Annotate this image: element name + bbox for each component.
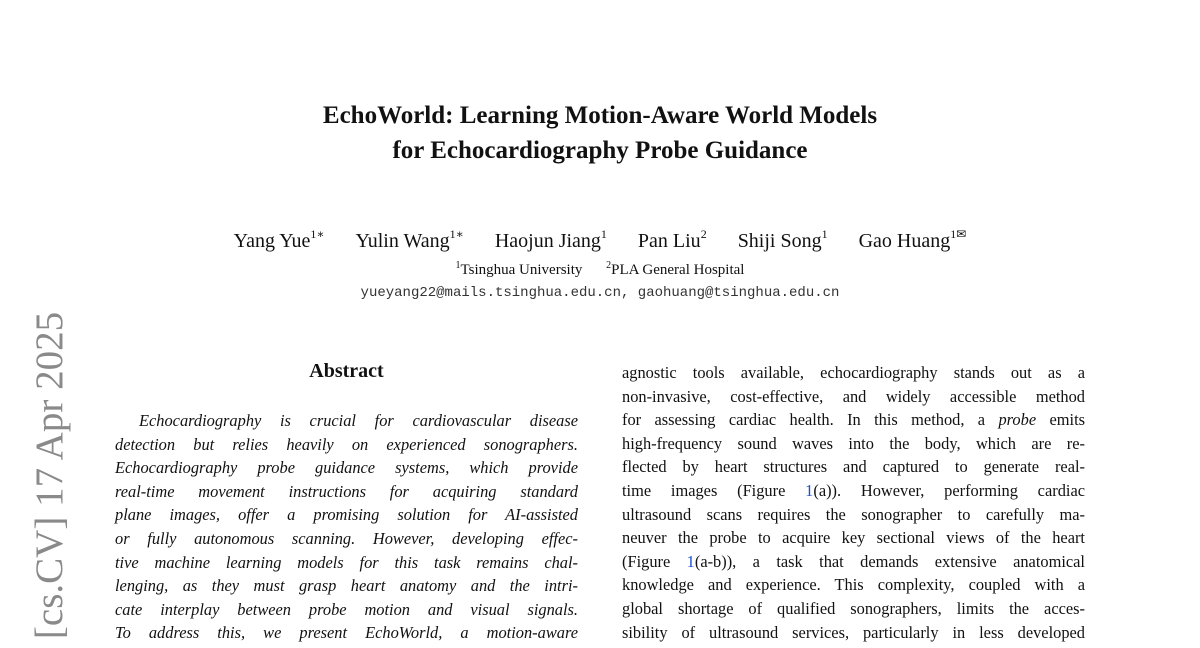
intro-line [622,479,1085,503]
affiliation-name: PLA General Hospital [611,262,745,278]
affiliation [606,261,744,279]
intro-text: (a)). However, performing cardiac [813,480,1085,500]
author-name: Shiji Song [737,230,822,252]
abstract-line: To address this, we present EchoWorld, a motion-aware [115,623,578,643]
abstract-body [115,409,578,645]
abstract-line: plane images, offer a promising solution for AI-assisted [115,505,578,525]
abstract-line: or fully autonomous scanning. However, developing effec- [115,528,578,548]
intro-line: sibility of ultrasound services, particularly in less developed [622,622,1085,642]
intro-line: global shortage of qualified sonographers, limits the acces- [622,598,1085,618]
author [859,228,967,254]
intro-line: ultrasound scans requires the sonographer to carefully ma- [622,504,1085,524]
intro-line: neuver the probe to acquire key sectional views of the heart [622,528,1085,548]
author [738,228,828,254]
figure-reference-link[interactable]: 1 [805,480,814,500]
title-line-2: for Echocardiography Probe Guidance [392,137,808,164]
intro-text: for assessing cardiac health. In this method, a [622,410,999,430]
abstract-line: Echocardiography probe guidance systems, which provide [115,458,578,478]
arxiv-stamp-text: [cs.CV] 17 Apr 2025 [28,311,72,639]
intro-line: knowledge and experience. This complexity, coupled with a [622,575,1085,595]
affiliation-marker: 2 [606,260,612,271]
author-name: Gao Huang [858,230,951,252]
intro-line: non-invasive, cost-effective, and widely accessible method [622,386,1085,406]
author-list [0,228,1200,254]
affiliation-list [0,261,1200,279]
author-name: Pan Liu [637,230,701,252]
abstract-line: Echocardiography is crucial for cardiovascular disease [139,411,578,430]
author-name: Yang Yue [233,230,311,252]
intro-text: (a-b)), a task that demands extensive anatomical [694,551,1085,571]
paper-title [0,98,1200,168]
abstract-line: real-time movement instructions for acquiring standard [115,481,578,501]
abstract-heading: Abstract [309,360,384,382]
intro-line: agnostic tools available, echocardiography stands out as a [622,363,1085,382]
abstract-line: tive machine learning models for this task remains chal- [115,552,578,572]
author-affil-marker: 1 [600,227,607,241]
intro-body [622,361,1085,644]
author-affil-marker: 1∗ [449,227,464,241]
author [638,228,707,254]
affiliation-name: Tsinghua University [460,262,583,278]
author [356,228,464,254]
affiliation-marker: 1 [455,260,461,271]
intro-line: flected by heart structures and captured to generate real- [622,457,1085,477]
abstract-line: detection but relies heavily on experienced sonographers. [115,434,578,454]
author-affil-marker: 1✉ [950,227,967,241]
title-line-1: EchoWorld: Learning Motion-Aware World Models [322,102,878,129]
author-affil-marker: 1∗ [310,227,325,241]
intro-text: time images (Figure [622,480,806,500]
emphasis-term: probe [998,410,1037,430]
author-emails: yueyang22@mails.tsinghua.edu.cn, gaohuang@tsinghua.edu.cn [360,285,840,301]
intro-line [622,408,1085,432]
affiliation [456,261,583,279]
arxiv-stamp [28,302,72,648]
author [495,228,607,254]
author-affil-marker: 2 [700,227,707,241]
intro-line [622,550,1085,574]
abstract-line: lenging, as they must grasp heart anatomy and the intri- [115,576,578,596]
intro-text: emits [1036,410,1085,430]
author-name: Yulin Wang [355,230,450,252]
author-name: Haojun Jiang [494,230,601,252]
author [234,228,325,254]
intro-text: (Figure [622,551,687,571]
intro-line: high-frequency sound waves into the body, which are re- [622,433,1085,453]
abstract-line: cate interplay between probe motion and visual signals. [115,599,578,619]
figure-reference-link[interactable]: 1 [686,551,695,571]
author-affil-marker: 1 [821,227,828,241]
